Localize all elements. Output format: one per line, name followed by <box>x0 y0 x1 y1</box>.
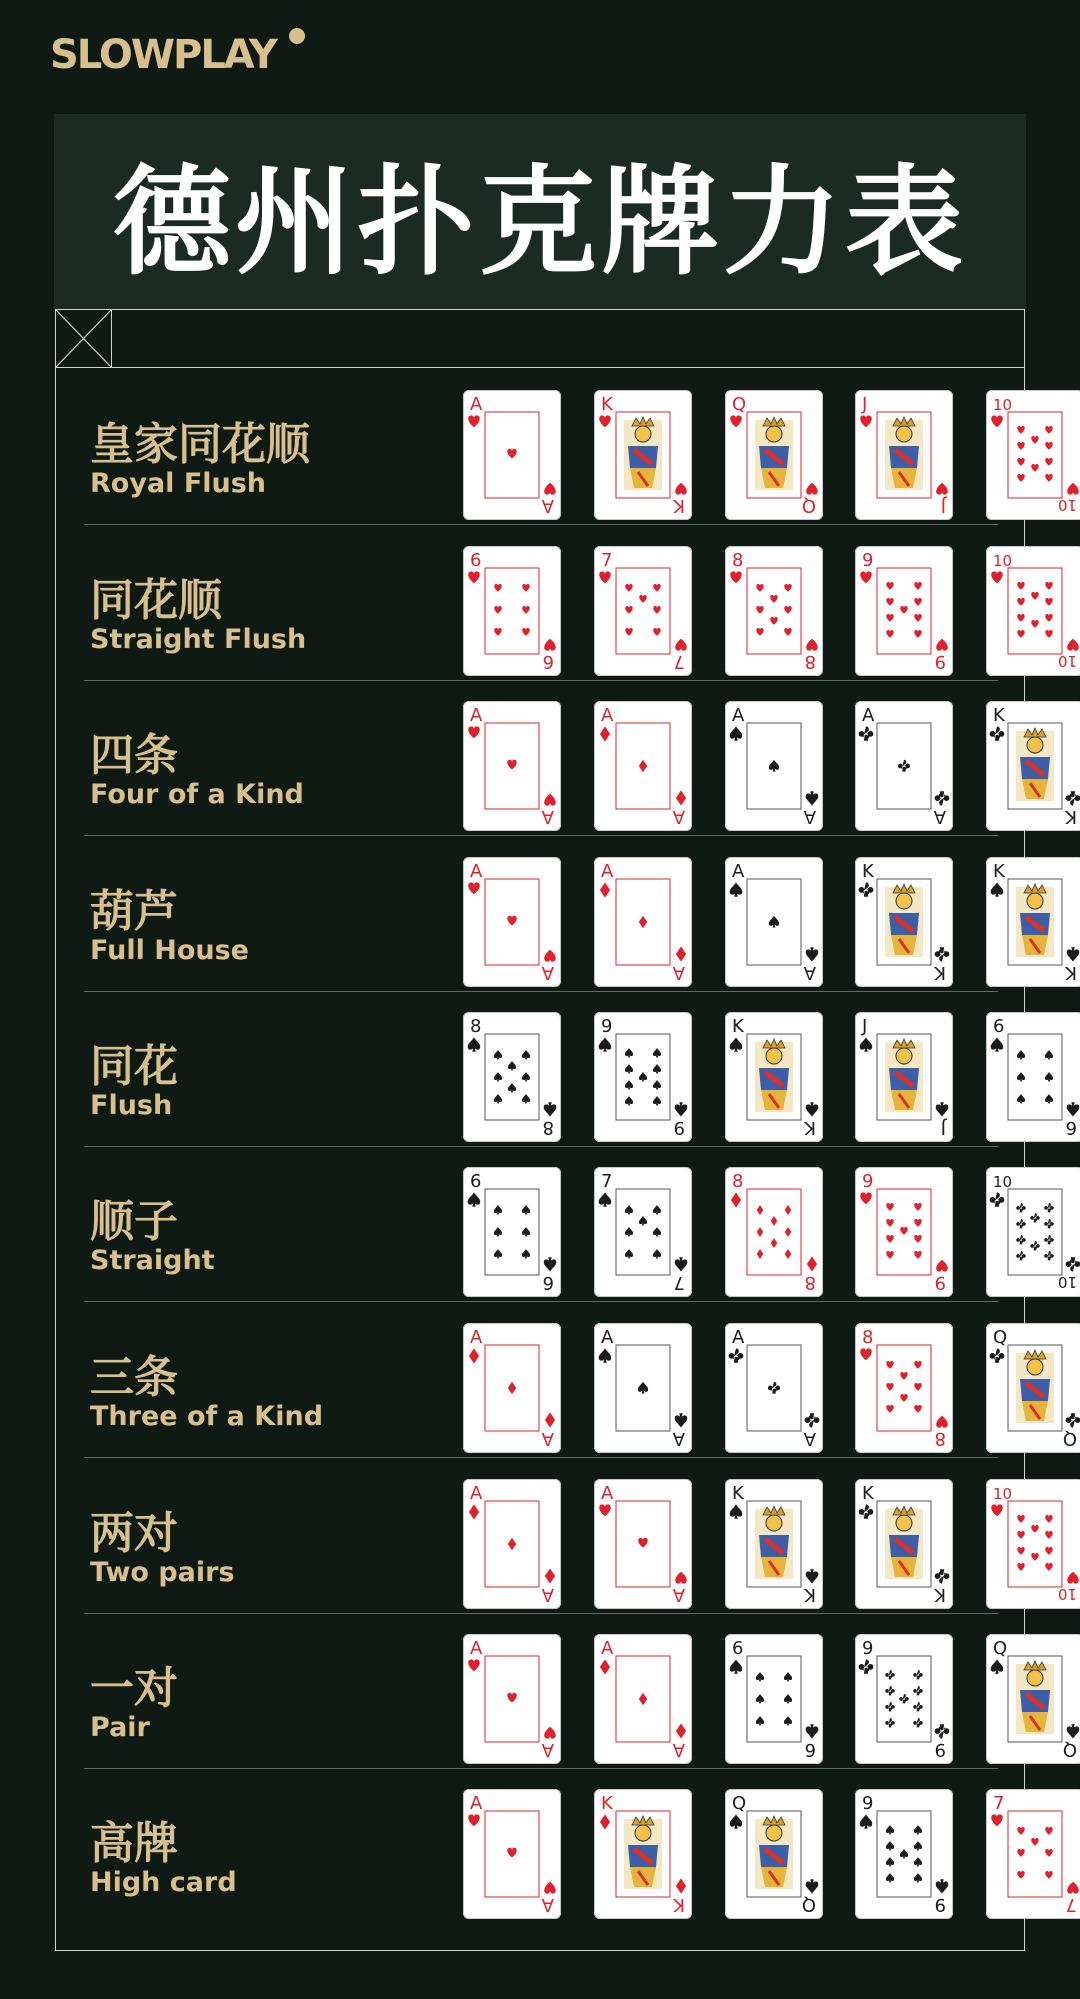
playing-card <box>463 390 561 520</box>
diamond-card-face <box>594 857 692 987</box>
card-rank: J <box>862 1016 868 1037</box>
spade-card-face <box>986 1012 1080 1142</box>
hand-name-english: Straight <box>90 1245 215 1276</box>
hand-name-chinese: 三条 <box>90 1352 178 1403</box>
card-rank: A <box>470 1483 483 1504</box>
card-rank-rotated: 9 <box>934 651 946 672</box>
card-rank: A <box>601 1638 614 1659</box>
card-rank: A <box>470 394 483 415</box>
card-rank: A <box>732 705 745 726</box>
playing-card <box>986 1167 1080 1297</box>
card-rank: 8 <box>732 550 744 571</box>
card-rank-rotated: K <box>673 1894 685 1915</box>
playing-card <box>725 1012 823 1142</box>
card-rank-rotated: K <box>1065 962 1077 983</box>
spade-card-face <box>725 1634 823 1764</box>
card-rank-rotated: A <box>541 806 554 827</box>
heart-card-face <box>463 546 561 676</box>
card-rank-rotated: 9 <box>934 1272 946 1293</box>
card-rank-rotated: Q <box>1062 1428 1077 1449</box>
diamond-card-face <box>594 1634 692 1764</box>
card-rank: 6 <box>993 1016 1005 1037</box>
card-rank-rotated: 9 <box>934 1894 946 1915</box>
card-rank-rotated: 6 <box>542 1272 554 1293</box>
spade-card-face <box>725 1012 823 1142</box>
card-rank-rotated: A <box>933 806 946 827</box>
card-rank-rotated: A <box>803 962 816 983</box>
hand-row <box>84 679 1077 836</box>
hand-name-english: Pair <box>90 1712 150 1743</box>
card-rank-rotated: A <box>541 1428 554 1449</box>
spade-card-face <box>725 701 823 831</box>
card-rank-rotated: A <box>672 1584 685 1605</box>
spade-card-face <box>986 1634 1080 1764</box>
spade-card-face <box>725 857 823 987</box>
card-rank: 6 <box>470 550 482 571</box>
club-card-face <box>855 1479 953 1609</box>
heart-card-face <box>986 546 1080 676</box>
playing-card <box>463 1167 561 1297</box>
hand-name-english: Royal Flush <box>90 468 267 499</box>
card-rank-rotated: A <box>672 1428 685 1449</box>
playing-card <box>855 546 953 676</box>
card-rank-rotated: 7 <box>673 1272 685 1293</box>
card-rank-rotated: A <box>541 1739 554 1760</box>
playing-card <box>594 857 692 987</box>
spade-card-face <box>725 1789 823 1919</box>
spade-card-face <box>594 1012 692 1142</box>
spade-card-face <box>594 1323 692 1453</box>
hand-rankings-table <box>55 309 1077 1951</box>
card-rank-rotated: K <box>804 1117 816 1138</box>
diamond-card-face <box>594 1789 692 1919</box>
card-rank: 8 <box>470 1016 482 1037</box>
card-rank: J <box>862 394 868 415</box>
heart-card-face <box>986 1789 1080 1919</box>
playing-card <box>594 1789 692 1919</box>
hand-row <box>84 1457 1077 1614</box>
heart-card-face <box>986 1479 1080 1609</box>
playing-card <box>855 1479 953 1609</box>
card-rank-rotated: A <box>541 962 554 983</box>
card-rank: A <box>601 705 614 726</box>
card-rank: A <box>601 1327 614 1348</box>
diamond-card-face <box>463 1479 561 1609</box>
heart-card-face <box>463 390 561 520</box>
playing-card <box>463 857 561 987</box>
playing-card <box>594 1167 692 1297</box>
card-rank-rotated: 10 <box>1057 652 1077 670</box>
heart-card-face <box>463 857 561 987</box>
hand-name-english: Two pairs <box>90 1557 235 1588</box>
card-rank: A <box>601 1483 614 1504</box>
club-card-face <box>986 701 1080 831</box>
card-rank-rotated: A <box>672 962 685 983</box>
playing-card <box>725 1479 823 1609</box>
card-rank-rotated: K <box>1065 806 1077 827</box>
playing-card <box>463 1634 561 1764</box>
heart-card-face <box>463 1789 561 1919</box>
card-rank: Q <box>993 1638 1008 1659</box>
hand-name-chinese: 顺子 <box>90 1196 178 1247</box>
hand-name-chinese: 同花 <box>90 1041 178 1092</box>
spade-card-face <box>463 1167 561 1297</box>
playing-card <box>855 1012 953 1142</box>
card-rank-rotated: A <box>803 806 816 827</box>
card-rank: 9 <box>862 1793 874 1814</box>
playing-card <box>594 1634 692 1764</box>
card-rank-rotated: J <box>940 1117 946 1138</box>
card-rank-rotated: 10 <box>1057 496 1077 514</box>
playing-card <box>594 546 692 676</box>
card-rank: K <box>601 394 613 415</box>
card-rank: 9 <box>862 550 874 571</box>
hand-name-english: Flush <box>90 1090 173 1121</box>
diamond-card-face <box>463 1323 561 1453</box>
card-rank: A <box>862 705 875 726</box>
card-rank-rotated: Q <box>801 495 816 516</box>
playing-card <box>594 390 692 520</box>
hand-row <box>84 835 1077 992</box>
playing-card <box>986 546 1080 676</box>
playing-card <box>594 1323 692 1453</box>
playing-card <box>463 1789 561 1919</box>
heart-card-face <box>463 1634 561 1764</box>
card-rank: A <box>470 1638 483 1659</box>
card-rank: K <box>732 1016 744 1037</box>
club-card-face <box>855 857 953 987</box>
card-rank-rotated: K <box>934 962 946 983</box>
playing-card <box>725 390 823 520</box>
diamond-card-face <box>725 1167 823 1297</box>
heart-card-face <box>986 390 1080 520</box>
club-card-face <box>855 1634 953 1764</box>
spade-card-face <box>594 1167 692 1297</box>
hand-row <box>84 1145 1077 1302</box>
hand-row <box>84 990 1077 1147</box>
title-banner <box>54 114 1026 309</box>
card-rank: A <box>470 705 483 726</box>
card-rank-rotated: K <box>673 495 685 516</box>
spade-card-face <box>463 1012 561 1142</box>
hand-row <box>84 1767 1077 1923</box>
card-rank-rotated: 8 <box>804 651 816 672</box>
playing-card <box>725 1789 823 1919</box>
card-rank: K <box>862 1483 874 1504</box>
card-rank-rotated: A <box>541 495 554 516</box>
playing-card <box>725 857 823 987</box>
spade-card-face <box>855 1789 953 1919</box>
heart-card-face <box>725 546 823 676</box>
card-rank: A <box>732 1327 745 1348</box>
playing-card <box>725 1167 823 1297</box>
card-rank-rotated: K <box>804 1584 816 1605</box>
card-rank: 9 <box>601 1016 613 1037</box>
hand-name-chinese: 高牌 <box>90 1818 178 1869</box>
playing-card <box>463 546 561 676</box>
playing-card <box>855 1634 953 1764</box>
hand-name-chinese: 两对 <box>90 1508 178 1559</box>
hand-name-english: Full House <box>90 935 249 966</box>
card-rank: 9 <box>862 1171 874 1192</box>
card-rank-rotated: 8 <box>804 1272 816 1293</box>
card-rank: A <box>732 861 745 882</box>
card-rank: A <box>470 1327 483 1348</box>
spade-card-face <box>725 1479 823 1609</box>
spade-card-face <box>855 1012 953 1142</box>
playing-card <box>986 390 1080 520</box>
heart-card-face <box>594 390 692 520</box>
card-rank: Q <box>732 394 747 415</box>
spade-card-face <box>986 857 1080 987</box>
playing-card <box>855 857 953 987</box>
card-rank: 10 <box>993 1173 1013 1191</box>
playing-card <box>986 1634 1080 1764</box>
card-rank: Q <box>993 1327 1008 1348</box>
card-rank-rotated: A <box>672 1739 685 1760</box>
hand-name-chinese: 皇家同花顺 <box>90 419 310 470</box>
card-rank-rotated: 7 <box>673 651 685 672</box>
card-rank: 7 <box>601 550 613 571</box>
card-rank: 8 <box>732 1171 744 1192</box>
playing-card <box>594 701 692 831</box>
playing-card <box>725 546 823 676</box>
card-rank-rotated: 8 <box>934 1428 946 1449</box>
heart-card-face <box>855 390 953 520</box>
hand-name-chinese: 四条 <box>90 730 178 781</box>
card-rank: 6 <box>732 1638 744 1659</box>
playing-card <box>855 1789 953 1919</box>
playing-card <box>855 1323 953 1453</box>
playing-card <box>725 701 823 831</box>
logo-dot <box>289 28 305 44</box>
heart-card-face <box>855 1323 953 1453</box>
card-rank-rotated: A <box>541 1584 554 1605</box>
diamond-card-face <box>594 701 692 831</box>
card-rank-rotated: 10 <box>1057 1273 1077 1291</box>
card-rank: 7 <box>993 1793 1005 1814</box>
card-rank-rotated: A <box>803 1428 816 1449</box>
card-rank-rotated: 6 <box>1065 1117 1077 1138</box>
hand-row <box>84 1301 1077 1458</box>
card-rank: Q <box>732 1793 747 1814</box>
card-rank: K <box>993 705 1005 726</box>
club-card-face <box>986 1323 1080 1453</box>
corner-cross-icon <box>56 310 112 367</box>
card-rank: K <box>993 861 1005 882</box>
hand-name-english: Straight Flush <box>90 624 307 655</box>
card-rank: 9 <box>862 1638 874 1659</box>
card-rank-rotated: 6 <box>804 1739 816 1760</box>
heart-card-face <box>855 546 953 676</box>
card-rank-rotated: 10 <box>1057 1585 1077 1603</box>
playing-card <box>986 701 1080 831</box>
card-rank-rotated: 9 <box>673 1117 685 1138</box>
card-rank: K <box>732 1483 744 1504</box>
hand-name-chinese: 葫芦 <box>90 886 178 937</box>
hand-name-english: High card <box>90 1867 237 1898</box>
page-title: 德州扑克牌力表 <box>112 152 967 291</box>
club-card-face <box>725 1323 823 1453</box>
club-card-face <box>855 701 953 831</box>
card-rank: 10 <box>993 1485 1013 1503</box>
playing-card <box>986 1012 1080 1142</box>
card-rank: 10 <box>993 552 1013 570</box>
card-rank: A <box>470 861 483 882</box>
card-rank: A <box>601 861 614 882</box>
heart-card-face <box>463 701 561 831</box>
card-rank-rotated: A <box>541 1894 554 1915</box>
card-rank-rotated: J <box>940 495 946 516</box>
playing-card <box>463 701 561 831</box>
playing-card <box>855 1167 953 1297</box>
card-rank: 6 <box>470 1171 482 1192</box>
hand-row <box>84 368 1077 525</box>
hand-name-chinese: 同花顺 <box>90 575 222 626</box>
playing-card <box>594 1479 692 1609</box>
heart-card-face <box>725 390 823 520</box>
card-rank-rotated: 8 <box>542 1117 554 1138</box>
card-rank-rotated: 7 <box>1065 1894 1077 1915</box>
heart-card-face <box>855 1167 953 1297</box>
heart-card-face <box>594 546 692 676</box>
card-rank: 8 <box>862 1327 874 1348</box>
playing-card <box>463 1323 561 1453</box>
hand-name-english: Three of a Kind <box>90 1401 324 1432</box>
playing-card <box>986 857 1080 987</box>
card-rank: 10 <box>993 396 1013 414</box>
card-rank: K <box>601 1793 613 1814</box>
card-rank: A <box>470 1793 483 1814</box>
playing-card <box>725 1634 823 1764</box>
playing-card <box>986 1323 1080 1453</box>
playing-card <box>594 1012 692 1142</box>
card-rank-rotated: 9 <box>934 1739 946 1760</box>
playing-card <box>463 1479 561 1609</box>
playing-card <box>725 1323 823 1453</box>
playing-card <box>986 1479 1080 1609</box>
hand-name-chinese: 一对 <box>90 1663 178 1714</box>
playing-card <box>986 1789 1080 1919</box>
heart-card-face <box>594 1479 692 1609</box>
card-rank: 7 <box>601 1171 613 1192</box>
table-header <box>56 310 1024 368</box>
playing-card <box>463 1012 561 1142</box>
card-rank-rotated: K <box>934 1584 946 1605</box>
hand-row <box>84 1612 1077 1769</box>
card-rank-rotated: 6 <box>542 651 554 672</box>
club-card-face <box>986 1167 1080 1297</box>
card-rank-rotated: A <box>672 806 685 827</box>
hand-row <box>84 524 1077 681</box>
card-rank-rotated: Q <box>801 1894 816 1915</box>
playing-card <box>855 701 953 831</box>
card-rank: K <box>862 861 874 882</box>
playing-card <box>855 390 953 520</box>
card-rank-rotated: Q <box>1062 1739 1077 1760</box>
hand-name-english: Four of a Kind <box>90 779 304 810</box>
brand-logo: SLOWPLAY <box>50 32 276 78</box>
